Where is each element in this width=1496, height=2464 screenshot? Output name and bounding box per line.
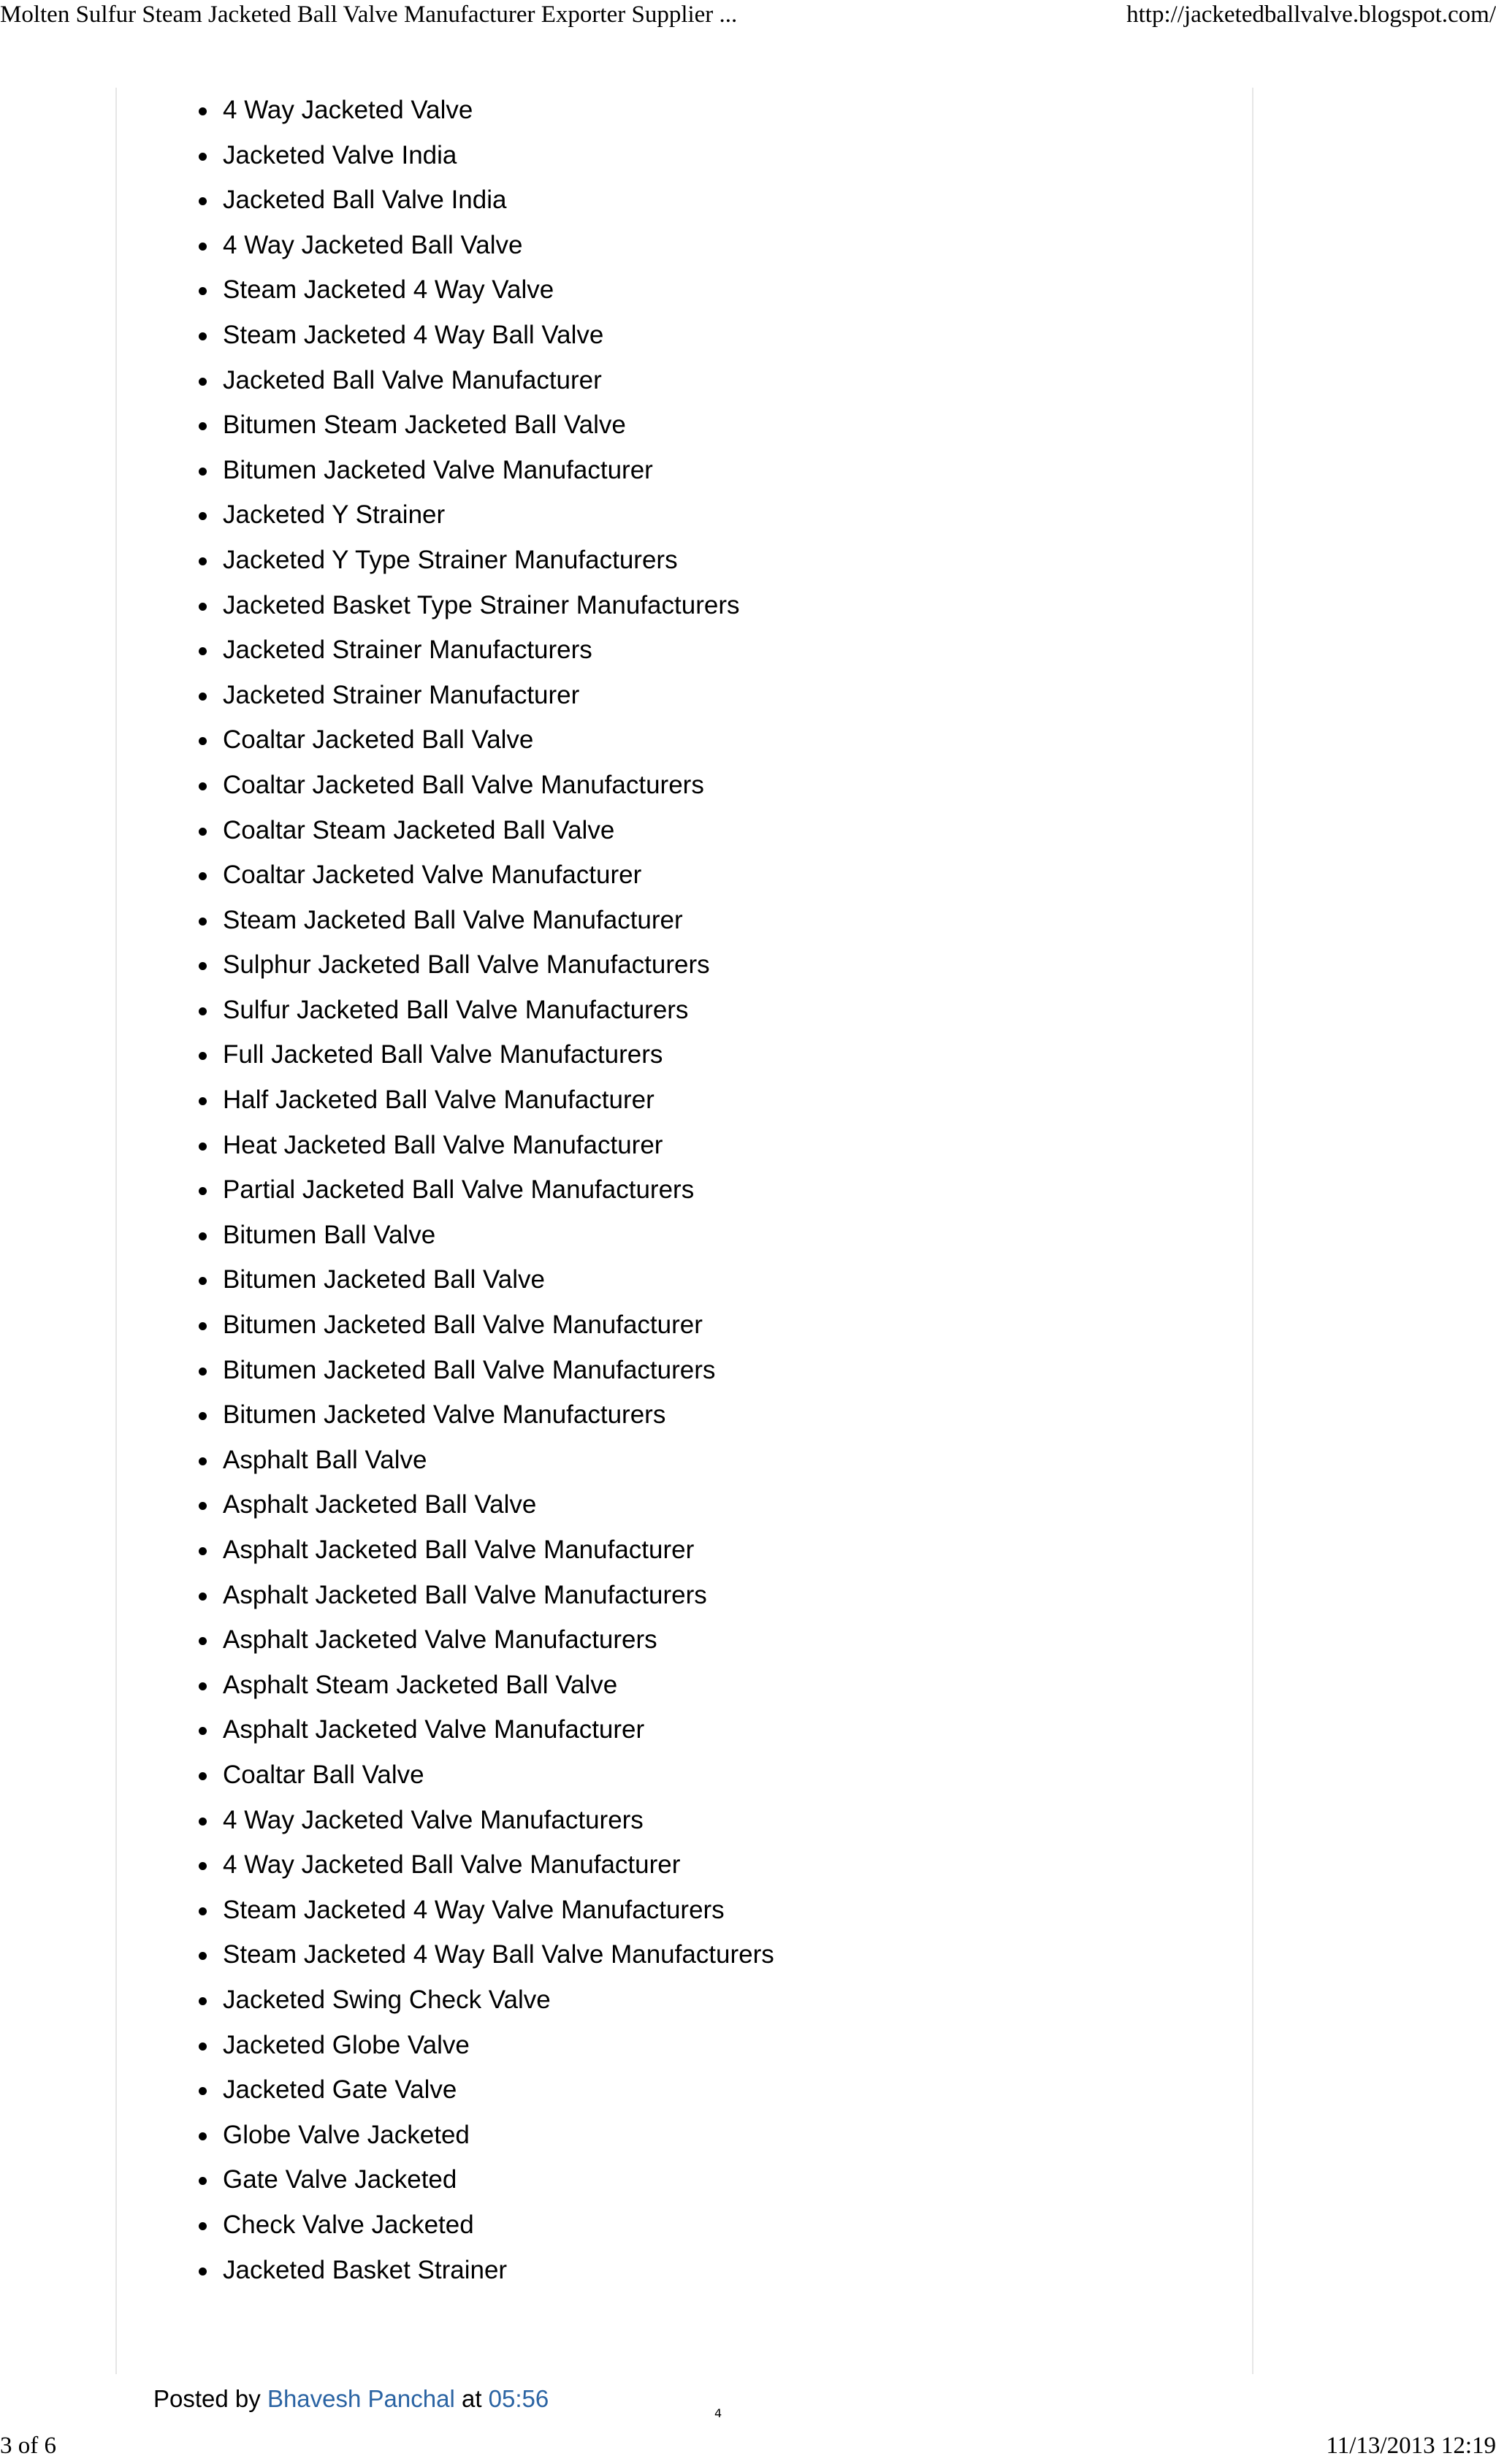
print-header — [0, 1, 1496, 31]
label-item — [223, 808, 774, 853]
bullet-icon — [199, 1637, 207, 1645]
bullet-icon — [199, 1097, 207, 1105]
label-link[interactable]: Steam Jacketed 4 Way Ball Valve — [223, 320, 604, 349]
bullet-icon — [199, 1007, 207, 1015]
label-item — [223, 1617, 774, 1663]
label-link[interactable]: Asphalt Jacketed Ball Valve Manufacturer — [223, 1536, 695, 1564]
bullet-icon — [199, 1952, 207, 1960]
label-link[interactable]: Coaltar Ball Valve — [223, 1760, 424, 1789]
label-item — [223, 1977, 774, 2023]
label-link[interactable]: Bitumen Ball Valve — [223, 1220, 436, 1249]
label-item — [223, 88, 774, 133]
label-link[interactable]: Jacketed Strainer Manufacturer — [223, 680, 580, 709]
bullet-icon — [199, 2042, 207, 2051]
label-item — [223, 1032, 774, 1077]
label-link[interactable]: Half Jacketed Ball Valve Manufacturer — [223, 1086, 654, 1115]
label-link[interactable]: Steam Jacketed 4 Way Valve Manufacturers — [223, 1895, 725, 1924]
label-item — [223, 448, 774, 493]
label-link[interactable]: Coaltar Jacketed Ball Valve Manufacturers — [223, 770, 704, 799]
label-item — [223, 1932, 774, 1977]
bullet-icon — [199, 1232, 207, 1240]
bullet-icon — [199, 1907, 207, 1915]
label-item — [223, 1752, 774, 1798]
label-link[interactable]: Gate Valve Jacketed — [223, 2165, 457, 2194]
bullet-icon — [199, 2222, 207, 2230]
label-link[interactable]: Asphalt Jacketed Valve Manufacturers — [223, 1625, 657, 1655]
bullet-icon — [199, 1457, 207, 1465]
bullet-icon — [199, 918, 207, 926]
label-link[interactable]: Jacketed Valve India — [223, 140, 457, 169]
bullet-icon — [199, 332, 207, 340]
label-link[interactable]: Jacketed Basket Type Strainer Manufacturers — [223, 590, 740, 619]
label-item — [223, 1798, 774, 1843]
bullet-icon — [199, 1502, 207, 1510]
label-item — [223, 1482, 774, 1527]
bullet-icon — [199, 2132, 207, 2140]
bullet-icon — [199, 1862, 207, 1870]
label-link[interactable]: 4 Way Jacketed Ball Valve — [223, 230, 523, 259]
bullet-icon — [199, 2087, 207, 2095]
label-item — [223, 313, 774, 358]
label-link[interactable]: Asphalt Ball Valve — [223, 1445, 427, 1474]
bullet-icon — [199, 287, 207, 295]
bullet-icon — [199, 1727, 207, 1735]
bullet-icon — [199, 647, 207, 655]
label-link[interactable]: Asphalt Jacketed Valve Manufacturer — [223, 1715, 645, 1744]
label-item — [223, 1077, 774, 1123]
label-link[interactable]: Jacketed Gate Valve — [223, 2075, 457, 2105]
label-link[interactable]: Jacketed Globe Valve — [223, 2030, 470, 2059]
bullet-icon — [199, 2177, 207, 2185]
label-item — [223, 133, 774, 178]
label-link[interactable]: Coaltar Jacketed Valve Manufacturer — [223, 861, 642, 890]
label-item — [223, 358, 774, 403]
bullet-icon — [199, 107, 207, 115]
label-item — [223, 403, 774, 448]
bullet-icon — [199, 197, 207, 205]
bullet-icon — [199, 1052, 207, 1060]
label-link[interactable]: Bitumen Jacketed Valve Manufacturer — [223, 455, 653, 484]
bullet-icon — [199, 1818, 207, 1826]
print-footer — [0, 2433, 1496, 2462]
label-item — [223, 1257, 774, 1302]
label-link[interactable]: Jacketed Ball Valve India — [223, 186, 507, 215]
label-item — [223, 942, 774, 988]
label-item — [223, 267, 774, 313]
label-item — [223, 2248, 774, 2293]
author-link[interactable]: Bhavesh Panchal — [267, 2385, 455, 2412]
label-item — [223, 1123, 774, 1168]
bullet-icon — [199, 962, 207, 970]
page-title: Molten Sulfur Steam Jacketed Ball Valve Manufacturer Exporter Supplier ... — [0, 1, 738, 28]
label-item — [223, 1348, 774, 1393]
label-link[interactable]: Bitumen Jacketed Ball Valve — [223, 1265, 545, 1294]
bullet-icon — [199, 1187, 207, 1195]
label-link[interactable]: Jacketed Strainer Manufacturers — [223, 636, 592, 665]
label-link[interactable]: Steam Jacketed Ball Valve Manufacturer — [223, 905, 683, 934]
bullet-icon — [199, 1547, 207, 1555]
label-item — [223, 1438, 774, 1483]
page-number: 3 of 6 — [0, 2433, 56, 2459]
bullet-icon — [199, 1772, 207, 1780]
bullet-icon — [199, 603, 207, 611]
label-item — [223, 1392, 774, 1438]
label-link[interactable]: Check Valve Jacketed — [223, 2210, 474, 2239]
label-link[interactable]: Partial Jacketed Ball Valve Manufacturers — [223, 1175, 695, 1205]
label-link[interactable]: Sulphur Jacketed Ball Valve Manufacturers — [223, 950, 710, 980]
label-item — [223, 1167, 774, 1213]
posted-by-text: Posted by — [153, 2385, 261, 2412]
label-link[interactable]: Sulfur Jacketed Ball Valve Manufacturers — [223, 995, 689, 1024]
bullet-icon — [199, 693, 207, 701]
label-item — [223, 1527, 774, 1573]
label-item — [223, 1707, 774, 1752]
label-item — [223, 717, 774, 763]
bullet-icon — [199, 1368, 207, 1376]
label-link[interactable]: 4 Way Jacketed Valve — [223, 96, 473, 124]
label-link[interactable]: Bitumen Jacketed Valve Manufacturers — [223, 1400, 666, 1430]
label-link[interactable]: Full Jacketed Ball Valve Manufacturers — [223, 1040, 663, 1069]
bullet-icon — [199, 1143, 207, 1151]
bullet-icon — [199, 243, 207, 251]
label-item — [223, 628, 774, 673]
label-link[interactable]: Jacketed Basket Strainer — [223, 2255, 508, 2284]
bullet-icon — [199, 378, 207, 386]
bullet-icon — [199, 2267, 207, 2276]
label-item — [223, 2113, 774, 2158]
label-item — [223, 1302, 774, 1348]
label-item — [223, 223, 774, 268]
label-item — [223, 492, 774, 538]
label-link[interactable]: Coaltar Jacketed Ball Valve — [223, 725, 534, 755]
label-list — [117, 88, 774, 2292]
label-link[interactable]: Steam Jacketed 4 Way Ball Valve Manufacturers — [223, 1940, 774, 1969]
label-link[interactable]: Jacketed Y Strainer — [223, 500, 446, 530]
label-item — [223, 1842, 774, 1888]
bullet-icon — [199, 153, 207, 161]
label-item — [223, 583, 774, 628]
label-item — [223, 1663, 774, 1708]
label-item — [223, 2067, 774, 2113]
label-item — [223, 538, 774, 583]
label-item — [223, 2157, 774, 2202]
label-link[interactable]: Heat Jacketed Ball Valve Manufacturer — [223, 1130, 663, 1159]
label-item — [223, 2023, 774, 2068]
label-item — [223, 2202, 774, 2248]
label-link[interactable]: 4 Way Jacketed Ball Valve Manufacturer — [223, 1850, 681, 1880]
bullet-icon — [199, 1682, 207, 1690]
bullet-icon — [199, 872, 207, 880]
share-icon[interactable]: 4 — [714, 2406, 722, 2420]
page-url: http://jacketedballvalve.blogspot.com/ — [1126, 1, 1496, 28]
label-link[interactable]: Jacketed Y Type Strainer Manufacturers — [223, 545, 678, 574]
label-item — [223, 178, 774, 223]
label-link[interactable]: Jacketed Ball Valve Manufacturer — [223, 365, 602, 394]
at-text: at — [461, 2385, 482, 2412]
label-item — [223, 853, 774, 898]
label-link[interactable]: Coaltar Steam Jacketed Ball Valve — [223, 815, 615, 844]
label-item — [223, 763, 774, 808]
label-item — [223, 898, 774, 943]
bullet-icon — [199, 828, 207, 836]
label-link[interactable]: Bitumen Jacketed Ball Valve Manufacturers — [223, 1355, 716, 1384]
bullet-icon — [199, 1593, 207, 1601]
bullet-icon — [199, 1277, 207, 1285]
label-link[interactable]: Bitumen Steam Jacketed Ball Valve — [223, 411, 626, 440]
label-link[interactable]: Bitumen Jacketed Ball Valve Manufacturer — [223, 1311, 703, 1340]
label-link[interactable]: Globe Valve Jacketed — [223, 2120, 470, 2149]
label-item — [223, 1573, 774, 1618]
print-datetime: 11/13/2013 12:19 — [1326, 2433, 1496, 2459]
label-link[interactable]: Jacketed Swing Check Valve — [223, 1985, 551, 2014]
label-link[interactable]: Asphalt Jacketed Ball Valve Manufacturers — [223, 1580, 707, 1609]
bullet-icon — [199, 737, 207, 745]
bullet-icon — [199, 557, 207, 565]
label-item — [223, 673, 774, 718]
timestamp-link[interactable]: 05:56 — [488, 2385, 549, 2412]
bullet-icon — [199, 422, 207, 430]
post-footer — [153, 2385, 549, 2413]
label-link[interactable]: Asphalt Steam Jacketed Ball Valve — [223, 1670, 618, 1699]
bullet-icon — [199, 1997, 207, 2005]
bullet-icon — [199, 782, 207, 790]
bullet-icon — [199, 1322, 207, 1330]
label-link[interactable]: 4 Way Jacketed Valve Manufacturers — [223, 1805, 644, 1834]
label-link[interactable]: Asphalt Jacketed Ball Valve — [223, 1490, 537, 1519]
bullet-icon — [199, 512, 207, 520]
label-item — [223, 1888, 774, 1933]
label-link[interactable]: Steam Jacketed 4 Way Valve — [223, 275, 554, 305]
bullet-icon — [199, 1412, 207, 1420]
label-item — [223, 988, 774, 1033]
bullet-icon — [199, 468, 207, 476]
label-item — [223, 1213, 774, 1258]
post-body — [115, 88, 1253, 2420]
